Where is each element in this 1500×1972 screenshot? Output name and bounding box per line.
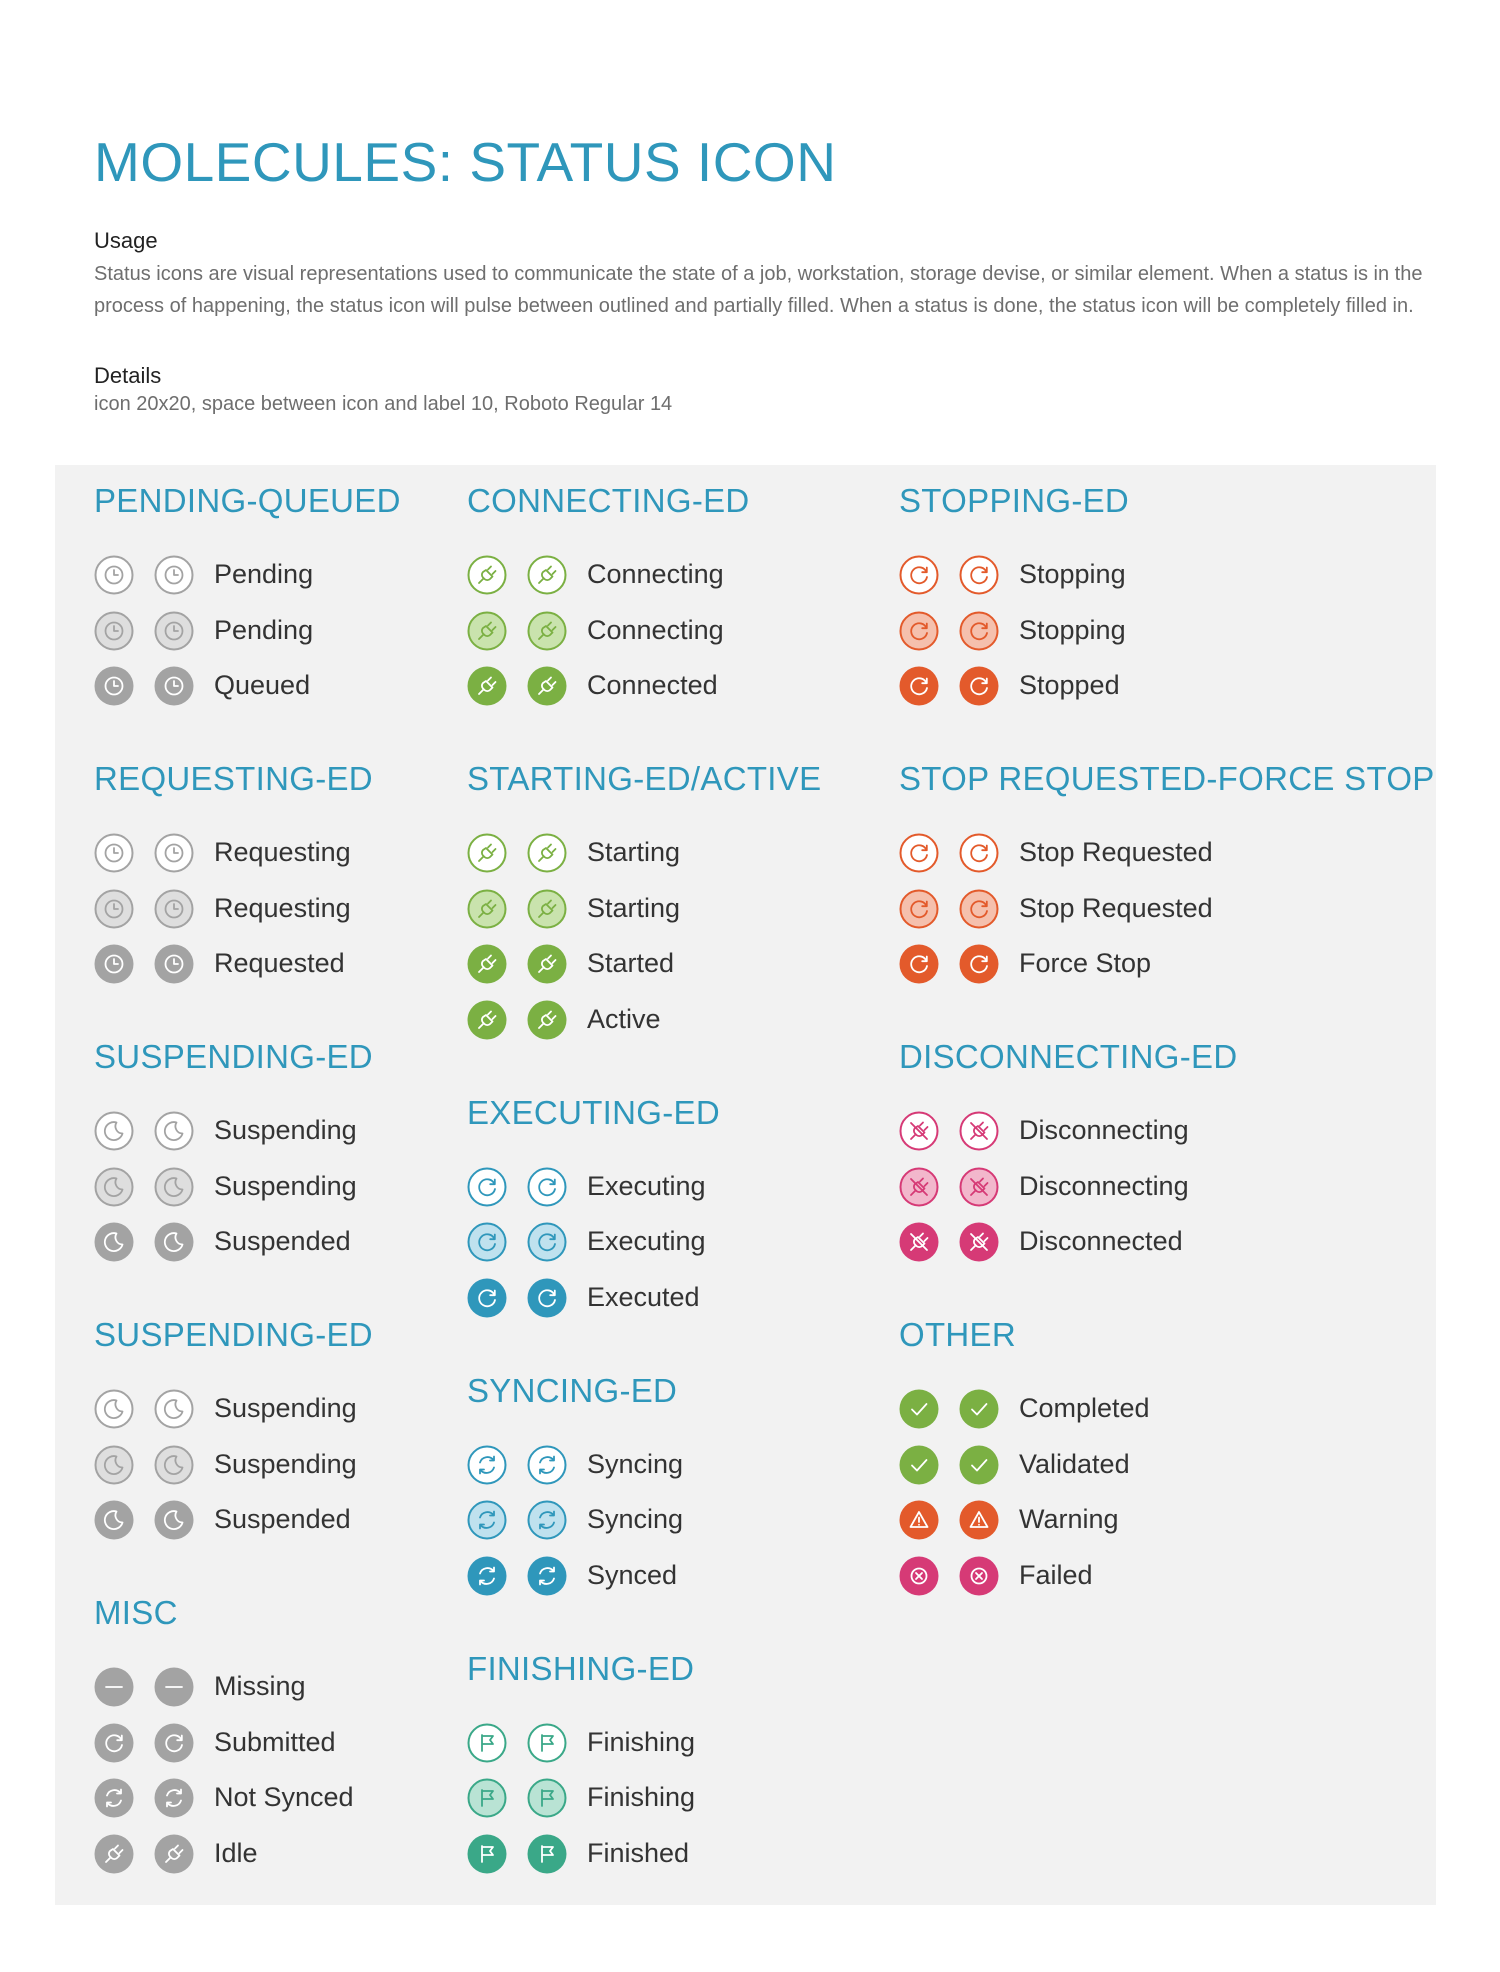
group-title: FINISHING-ED bbox=[467, 1649, 695, 1687]
x-circle-icon bbox=[899, 1556, 939, 1596]
plug-icon bbox=[467, 666, 507, 706]
sync-icon bbox=[467, 1445, 507, 1485]
status-label: Requested bbox=[214, 948, 345, 979]
plug-icon bbox=[527, 555, 567, 595]
sync-icon bbox=[527, 1500, 567, 1540]
group-title: EXECUTING-ED bbox=[467, 1093, 720, 1131]
usage-text: Status icons are visual representations used to communicate the state of a job, workstation, storage devise, or similar element. When a status is in the process of happening, the status icon will pulse between outlined and partially filled. When a status is done, the status icon will be completely filled in. bbox=[94, 263, 1423, 317]
unplug-icon bbox=[899, 1167, 939, 1207]
status-row bbox=[467, 611, 897, 651]
clock-icon bbox=[154, 833, 194, 873]
group-title: SUSPENDING-ED bbox=[94, 1038, 373, 1075]
status-label: Completed bbox=[1019, 1393, 1150, 1423]
plug-icon bbox=[467, 833, 507, 873]
status-row bbox=[94, 1111, 524, 1151]
status-label: Stop Requested bbox=[1019, 892, 1213, 923]
plug-icon bbox=[467, 1000, 507, 1040]
status-row bbox=[467, 1723, 897, 1763]
refresh-icon bbox=[899, 944, 939, 984]
refresh-icon bbox=[94, 1723, 134, 1763]
flag-icon bbox=[467, 1723, 507, 1763]
details-heading: Details bbox=[94, 363, 162, 388]
minus-icon bbox=[154, 1667, 194, 1707]
status-row bbox=[94, 1834, 524, 1874]
check-icon bbox=[899, 1445, 939, 1485]
status-label: Connecting bbox=[587, 559, 724, 589]
status-label: Executing bbox=[587, 1226, 706, 1257]
sync-icon bbox=[154, 1778, 194, 1818]
refresh-icon bbox=[899, 833, 939, 873]
status-row bbox=[467, 666, 897, 706]
status-row bbox=[467, 1278, 897, 1318]
status-label: Suspending bbox=[214, 1393, 357, 1423]
warning-icon bbox=[899, 1500, 939, 1540]
status-label: Idle bbox=[214, 1837, 258, 1868]
plug-icon bbox=[467, 889, 507, 929]
refresh-icon bbox=[959, 944, 999, 984]
status-label: Executing bbox=[587, 1170, 706, 1201]
status-label: Stopping bbox=[1019, 614, 1126, 645]
status-label: Not Synced bbox=[214, 1782, 354, 1813]
refresh-icon bbox=[527, 1222, 567, 1262]
status-label: Validated bbox=[1019, 1448, 1130, 1479]
flag-icon bbox=[527, 1834, 567, 1874]
status-row bbox=[94, 611, 524, 651]
status-label: Failed bbox=[1019, 1559, 1093, 1590]
sync-icon bbox=[467, 1556, 507, 1596]
status-row bbox=[899, 1167, 1329, 1207]
clock-icon bbox=[94, 611, 134, 651]
sync-icon bbox=[527, 1556, 567, 1596]
status-row bbox=[899, 1111, 1329, 1151]
status-label: Executed bbox=[587, 1281, 700, 1312]
group-title: STARTING-ED/ACTIVE bbox=[467, 760, 822, 797]
group-title: CONNECTING-ED bbox=[467, 482, 750, 519]
status-row bbox=[94, 1222, 524, 1262]
clock-icon bbox=[94, 944, 134, 984]
clock-icon bbox=[94, 666, 134, 706]
status-row bbox=[94, 1667, 524, 1707]
status-row bbox=[899, 889, 1329, 929]
moon-icon bbox=[154, 1500, 194, 1540]
clock-icon bbox=[154, 889, 194, 929]
status-label: Suspending bbox=[214, 1170, 357, 1201]
moon-icon bbox=[154, 1167, 194, 1207]
refresh-icon bbox=[467, 1167, 507, 1207]
refresh-icon bbox=[959, 889, 999, 929]
status-row bbox=[899, 1222, 1329, 1262]
plug-icon bbox=[154, 1834, 194, 1874]
status-label: Suspended bbox=[214, 1226, 351, 1257]
status-row bbox=[94, 833, 524, 873]
status-row bbox=[467, 1500, 897, 1540]
status-label: Starting bbox=[587, 892, 681, 923]
status-row bbox=[899, 1500, 1329, 1540]
status-label: Stop Requested bbox=[1019, 837, 1213, 867]
status-row bbox=[94, 944, 524, 984]
refresh-icon bbox=[527, 1167, 567, 1207]
moon-icon bbox=[154, 1111, 194, 1151]
status-label: Stopped bbox=[1019, 670, 1120, 701]
status-label: Synced bbox=[587, 1559, 678, 1590]
status-row bbox=[899, 666, 1329, 706]
sync-icon bbox=[94, 1778, 134, 1818]
status-label: Pending bbox=[214, 614, 314, 645]
status-row bbox=[94, 1167, 524, 1207]
plug-icon bbox=[94, 1834, 134, 1874]
x-circle-icon bbox=[959, 1556, 999, 1596]
status-row bbox=[94, 1778, 524, 1818]
flag-icon bbox=[467, 1778, 507, 1818]
group-title: OTHER bbox=[899, 1316, 1016, 1353]
plug-icon bbox=[527, 1000, 567, 1040]
status-row bbox=[467, 1167, 897, 1207]
check-icon bbox=[959, 1445, 999, 1485]
moon-icon bbox=[94, 1167, 134, 1207]
flag-icon bbox=[527, 1723, 567, 1763]
moon-icon bbox=[94, 1111, 134, 1151]
unplug-icon bbox=[899, 1222, 939, 1262]
clock-icon bbox=[154, 555, 194, 595]
status-row bbox=[467, 889, 897, 929]
plug-icon bbox=[527, 611, 567, 651]
status-row bbox=[467, 944, 897, 984]
refresh-icon bbox=[959, 666, 999, 706]
status-row bbox=[467, 833, 897, 873]
status-label: Disconnecting bbox=[1019, 1115, 1189, 1145]
status-label: Syncing bbox=[587, 1448, 684, 1479]
status-row bbox=[94, 1445, 524, 1485]
usage-heading: Usage bbox=[94, 228, 158, 253]
group-title: MISC bbox=[94, 1594, 178, 1631]
unplug-icon bbox=[899, 1111, 939, 1151]
unplug-icon bbox=[959, 1222, 999, 1262]
refresh-icon bbox=[899, 611, 939, 651]
status-label: Connected bbox=[587, 670, 718, 701]
minus-icon bbox=[94, 1667, 134, 1707]
status-row bbox=[467, 1445, 897, 1485]
status-label: Queued bbox=[214, 670, 311, 701]
clock-icon bbox=[94, 889, 134, 929]
check-icon bbox=[959, 1389, 999, 1429]
flag-icon bbox=[467, 1834, 507, 1874]
check-icon bbox=[899, 1389, 939, 1429]
refresh-icon bbox=[959, 611, 999, 651]
flag-icon bbox=[527, 1778, 567, 1818]
status-row bbox=[899, 1389, 1329, 1429]
status-label: Suspended bbox=[214, 1504, 351, 1535]
plug-icon bbox=[467, 944, 507, 984]
details-text: icon 20x20, space between icon and label 10, Roboto Regular 14 bbox=[94, 393, 673, 415]
group-title: REQUESTING-ED bbox=[94, 760, 373, 797]
status-row bbox=[94, 1723, 524, 1763]
clock-icon bbox=[94, 555, 134, 595]
status-row bbox=[467, 1222, 897, 1262]
refresh-icon bbox=[154, 1723, 194, 1763]
refresh-icon bbox=[899, 666, 939, 706]
moon-icon bbox=[94, 1445, 134, 1485]
group-title: SUSPENDING-ED bbox=[94, 1316, 373, 1353]
group-title: STOP REQUESTED-FORCE STOP bbox=[899, 760, 1435, 797]
status-row bbox=[94, 1500, 524, 1540]
status-row bbox=[467, 1834, 897, 1874]
warning-icon bbox=[959, 1500, 999, 1540]
status-row bbox=[467, 1000, 897, 1040]
moon-icon bbox=[94, 1500, 134, 1540]
status-label: Submitted bbox=[214, 1726, 336, 1757]
clock-icon bbox=[154, 611, 194, 651]
status-row bbox=[94, 889, 524, 929]
status-label: Started bbox=[587, 948, 675, 979]
clock-icon bbox=[94, 833, 134, 873]
refresh-icon bbox=[959, 833, 999, 873]
unplug-icon bbox=[959, 1111, 999, 1151]
status-label: Connecting bbox=[587, 614, 724, 645]
refresh-icon bbox=[899, 889, 939, 929]
status-label: Starting bbox=[587, 837, 681, 867]
status-label: Suspending bbox=[214, 1115, 357, 1145]
plug-icon bbox=[467, 611, 507, 651]
status-label: Requesting bbox=[214, 837, 351, 867]
status-row bbox=[94, 666, 524, 706]
status-row bbox=[94, 1389, 524, 1429]
page-title: MOLECULES: STATUS ICON bbox=[94, 131, 837, 193]
clock-icon bbox=[154, 666, 194, 706]
status-label: Suspending bbox=[214, 1448, 357, 1479]
refresh-icon bbox=[467, 1222, 507, 1262]
refresh-icon bbox=[959, 555, 999, 595]
status-label: Active bbox=[587, 1003, 661, 1034]
moon-icon bbox=[94, 1389, 134, 1429]
unplug-icon bbox=[959, 1167, 999, 1207]
group-title: PENDING-QUEUED bbox=[94, 482, 401, 519]
status-label: Finishing bbox=[587, 1782, 696, 1813]
group-title: STOPPING-ED bbox=[899, 482, 1130, 519]
plug-icon bbox=[527, 889, 567, 929]
plug-icon bbox=[527, 944, 567, 984]
status-row bbox=[899, 611, 1329, 651]
status-label: Syncing bbox=[587, 1504, 684, 1535]
refresh-icon bbox=[527, 1278, 567, 1318]
status-label: Warning bbox=[1019, 1504, 1119, 1535]
status-label: Missing bbox=[214, 1671, 306, 1701]
status-row bbox=[467, 555, 897, 595]
plug-icon bbox=[467, 555, 507, 595]
clock-icon bbox=[154, 944, 194, 984]
status-label: Disconnected bbox=[1019, 1226, 1183, 1257]
status-label: Disconnecting bbox=[1019, 1170, 1189, 1201]
status-label: Force Stop bbox=[1019, 948, 1152, 979]
status-row bbox=[899, 555, 1329, 595]
plug-icon bbox=[527, 666, 567, 706]
moon-icon bbox=[154, 1445, 194, 1485]
status-row bbox=[899, 833, 1329, 873]
status-label: Requesting bbox=[214, 892, 351, 923]
status-row bbox=[899, 1445, 1329, 1485]
group-title: SYNCING-ED bbox=[467, 1371, 678, 1409]
refresh-icon bbox=[467, 1278, 507, 1318]
status-icon-panel bbox=[55, 465, 1436, 1905]
refresh-icon bbox=[899, 555, 939, 595]
moon-icon bbox=[154, 1222, 194, 1262]
plug-icon bbox=[527, 833, 567, 873]
status-label: Stopping bbox=[1019, 559, 1126, 589]
sync-icon bbox=[527, 1445, 567, 1485]
moon-icon bbox=[154, 1389, 194, 1429]
status-label: Finishing bbox=[587, 1726, 696, 1757]
status-label: Finished bbox=[587, 1837, 690, 1868]
status-label: Pending bbox=[214, 559, 314, 589]
status-row bbox=[467, 1778, 897, 1818]
moon-icon bbox=[94, 1222, 134, 1262]
group-title: DISCONNECTING-ED bbox=[899, 1038, 1238, 1075]
status-row bbox=[467, 1556, 897, 1596]
sync-icon bbox=[467, 1500, 507, 1540]
status-row bbox=[899, 944, 1329, 984]
status-row bbox=[899, 1556, 1329, 1596]
status-row bbox=[94, 555, 524, 595]
